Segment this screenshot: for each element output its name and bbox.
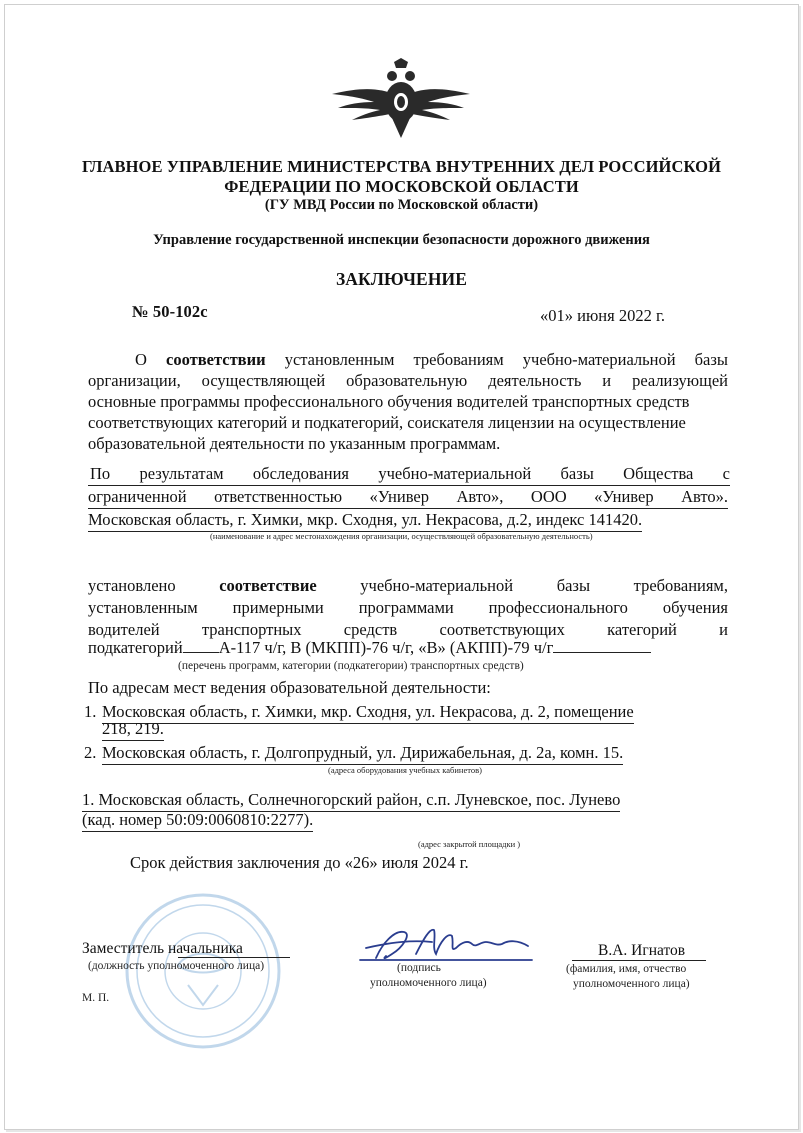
addresses-caption: (адреса оборудования учебных кабинетов) [328, 765, 482, 775]
intro-line-1: О соответствии установленным требованиям учебно-материальной базы [135, 350, 728, 369]
closed-area-line-1: 1. Московская область, Солнечногорский район, с.п. Луневское, пос. Лунево [82, 790, 620, 812]
signer-name: В.А. Игнатов [598, 942, 686, 959]
name-caption-2: уполномоченного лица) [573, 978, 690, 990]
stamp-place-label: М. П. [82, 992, 110, 1004]
address-2-line-1: Московская область, г. Долгопрудный, ул. Дирижабельная, д. 2а, комн. 15. [102, 743, 623, 765]
handwritten-signature [352, 918, 542, 970]
name-caption-1: (фамилия, имя, отчество [566, 963, 687, 975]
conformity-line-2: установленным примерными программами профессионального обучения [88, 598, 728, 617]
intro-line-3: основные программы профессионального обучения водителей транспортных средств [88, 392, 690, 411]
address-1-line-2: 218, 219. [102, 719, 164, 741]
signature-caption-1: (подпись [397, 962, 441, 974]
conformity-line-1: установлено соответствие учебно-материальной базы требованиям, [88, 576, 729, 595]
survey-line-1: По результатам обследования учебно-материальной базы Общества с [88, 464, 730, 486]
name-underline [572, 960, 706, 961]
position-caption: (должность уполномоченного лица) [88, 960, 265, 972]
org-name-line-2: ФЕДЕРАЦИИ ПО МОСКОВСКОЙ ОБЛАСТИ [224, 177, 579, 196]
intro-line-5: образовательной деятельности по указанным программам. [88, 434, 501, 453]
address-1-line-1: Московская область, г. Химки, мкр. Сходня, ул. Некрасова, д. 2, помещение [102, 702, 634, 724]
survey-line-3: Московская область, г. Химки, мкр. Сходня, ул. Некрасова, д.2, индекс 141420. [88, 510, 642, 532]
intro-line-2: организации, осуществляющей образовательную деятельность и реализующей [88, 371, 728, 390]
intro-line-4: соответствующих категорий и подкатегорий, соискателя лицензии на осуществление [88, 413, 686, 432]
address-2-number: 2. [84, 743, 97, 762]
closed-area-line-2: (кад. номер 50:09:0060810:2277). [82, 810, 313, 832]
validity-line: Срок действия заключения до «26» июля 2024 г. [130, 853, 469, 872]
org-name-line-1: ГЛАВНОЕ УПРАВЛЕНИЕ МИНИСТЕРСТВА ВНУТРЕННИХ ДЕЛ РОССИЙСКОЙ [81, 157, 722, 176]
survey-caption: (наименование и адрес местонахождения организации, осуществляющей образовательную деятельность) [210, 531, 593, 541]
signature-caption-2: уполномоченного лица) [370, 977, 487, 989]
addresses-heading: По адресам мест ведения образовательной деятельности: [88, 678, 491, 697]
org-short-name: (ГУ МВД России по Московской области) [264, 197, 539, 213]
signer-position: Заместитель начальника [82, 940, 243, 957]
department-name: Управление государственной инспекции безопасности дорожного движения [153, 232, 650, 248]
document-date: «01» июня 2022 г. [540, 306, 665, 325]
position-underline [178, 957, 290, 958]
conformity-line-3: водителей транспортных средств соответствующих категорий и [88, 620, 728, 639]
document-number: № 50-102с [132, 302, 208, 321]
conformity-line-4: подкатегорий А-117 ч/г, В (МКПП)-76 ч/г, «В» (АКПП)-79 ч/г [88, 638, 651, 658]
survey-line-2: ограниченной ответственностью «Универ Авто», ООО «Универ Авто». [88, 487, 728, 509]
closed-area-caption: (адрес закрытой площадки ) [418, 839, 521, 849]
address-1-number: 1. [84, 702, 97, 721]
document-title: ЗАКЛЮЧЕНИЕ [335, 269, 468, 289]
conformity-caption: (перечень программ, категории (подкатегории) транспортных средств) [178, 660, 524, 672]
mvd-emblem [330, 58, 472, 140]
